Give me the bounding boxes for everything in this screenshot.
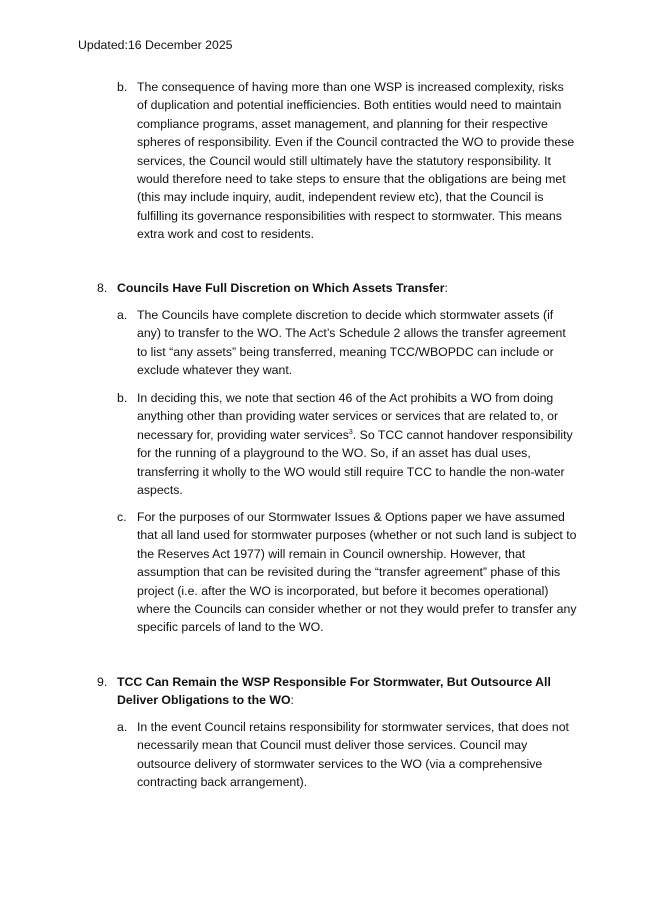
footnote-ref[interactable]: 3 [348,428,353,436]
section-number: 8. [97,281,108,295]
section-heading-8 [97,279,577,297]
item-text-part: In deciding this, we note that section 46 of the Act prohibits a WO from doing anything other than providing water services or services that are related to, or necessary for, providing water services [137,391,559,442]
section-title: Councils Have Full Discretion on Which Assets Transfer [117,281,445,295]
updated-date: Updated:16 December 2025 [78,38,233,52]
title-suffix: : [290,693,294,708]
item-text: For the purposes of our Stormwater Issues & Options paper we have assumed that all land used for stormwater purposes (whether or not such land is subject to the Reserves Act 1977) will remain in Council ownership. However, that assumption that can be revisited during the “transfer agreement” phase of this project (i.e. after the WO is incorporated, but before it becomes operational) where the Councils can consider whether or not they would prefer to transfer any specific parcels of land to the WO. [137,510,577,635]
section-number: 9. [97,675,108,689]
item-text: The consequence of having more than one WSP is increased complexity, risks of duplication and potential inefficiencies. Both entities would need to maintain compliance programs, asset management, and planning for their respective spheres of responsibility. Even if the Council contracted the WO to provide these services, the Council would still ultimately have the statutory responsibility. It would therefore need to take steps to ensure that the obligations are being met (this may include inquiry, audit, independent review etc), that the Council is fulfilling its governance responsibilities with respect to stormwater. This means extra work and cost to residents. [137,80,575,242]
list-item [117,508,577,637]
item-text-part: . So TCC cannot handover responsibility for the running of a playground to the WO. So, if an asset has dual uses, transferring it wholly to the WO would still require TCC to handle the non-water aspects. [137,427,573,498]
item-marker: a. [117,308,128,322]
item-text [137,389,577,499]
item-text: In the event Council retains responsibility for stormwater services, that does not necessarily mean that Council must deliver those services. Council may outsource delivery of stormwater services to the WO (via a comprehensive contracting back arrangement). [137,720,569,790]
list-item [117,718,577,792]
list-item [117,306,577,380]
item-marker: c. [117,510,127,524]
item-marker: a. [117,720,128,734]
item-marker: b. [117,80,128,94]
item-marker: b. [117,391,128,405]
item-text: The Councils have complete discretion to decide which stormwater assets (if any) to transfer to the WO. The Act’s Schedule 2 allows the transfer agreement to list “any assets” being transferred, meaning TCC/WBOPDC can include or exclude whatever they want. [137,308,566,378]
list-item [117,389,577,499]
list-item [117,78,577,244]
section-title: TCC Can Remain the WSP Responsible For Stormwater, But Outsource All Deliver Obligations to the WO [117,675,551,708]
title-suffix: : [444,281,448,295]
section-heading-9 [97,673,577,710]
